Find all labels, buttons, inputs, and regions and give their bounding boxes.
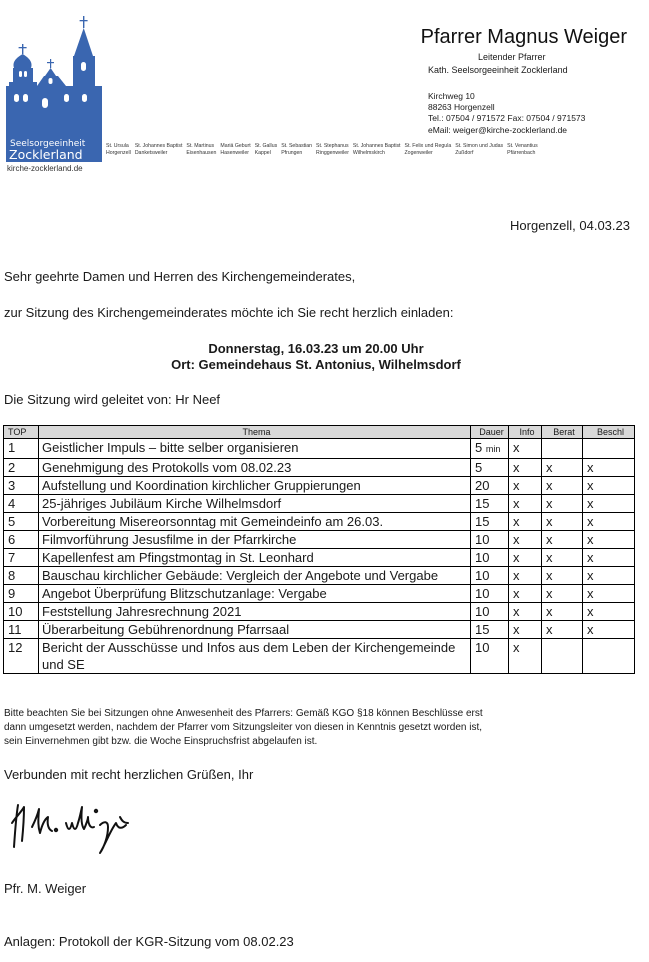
col-berat: Berat	[542, 426, 583, 439]
agenda-beschl-mark: x	[583, 603, 635, 621]
agenda-duration: 10	[471, 549, 509, 567]
parish-item: St. Gallus Kappel	[254, 143, 278, 156]
agenda-row	[4, 531, 635, 549]
agenda-topic: Vorbereitung Misereorsonntag mit Gemeindeinfo am 26.03.	[39, 513, 471, 531]
agenda-berat-mark: x	[542, 603, 583, 621]
meeting-date: Donnerstag, 16.03.23 um 20.00 Uhr	[208, 341, 424, 356]
agenda-beschl-mark: x	[583, 549, 635, 567]
agenda-duration: 10	[471, 585, 509, 603]
agenda-info-mark: x	[509, 549, 542, 567]
pastor-unit: Kath. Seelsorgeeinheit Zocklerland	[428, 65, 568, 75]
agenda-header-row	[4, 426, 635, 439]
parish-list	[106, 143, 626, 156]
col-beschl: Beschl	[583, 426, 635, 439]
agenda-duration: 15	[471, 621, 509, 639]
agenda-berat-mark: x	[542, 513, 583, 531]
parish-item: St. Ursula Horgenzell	[106, 143, 131, 156]
agenda-berat-mark: x	[542, 567, 583, 585]
invitation-text: zur Sitzung des Kirchengemeinderates möchte ich Sie recht herzlich einladen:	[4, 305, 454, 320]
agenda-row	[4, 495, 635, 513]
agenda-top-number: 10	[4, 603, 39, 621]
agenda-topic: Geistlicher Impuls – bitte selber organisieren	[39, 439, 471, 459]
agenda-topic: Genehmigung des Protokolls vom 08.02.23	[39, 459, 471, 477]
agenda-beschl-mark: x	[583, 495, 635, 513]
parish-item: St. Stephanus Ringgenweiler	[316, 143, 349, 156]
agenda-beschl-mark	[583, 639, 635, 674]
agenda-top-number: 3	[4, 477, 39, 495]
agenda-duration: 10	[471, 639, 509, 674]
agenda-topic: Bauschau kirchlicher Gebäude: Vergleich der Angebote und Vergabe	[39, 567, 471, 585]
agenda-beschl-mark: x	[583, 585, 635, 603]
agenda-berat-mark: x	[542, 621, 583, 639]
agenda-topic: Angebot Überprüfung Blitzschutzanlage: Vergabe	[39, 585, 471, 603]
agenda-info-mark: x	[509, 585, 542, 603]
agenda-row	[4, 585, 635, 603]
meeting-chair: Die Sitzung wird geleitet von: Hr Neef	[4, 392, 221, 407]
agenda-duration: 10	[471, 603, 509, 621]
logo-url[interactable]: kirche-zocklerland.de	[7, 164, 83, 173]
notice-line: sein Einvernehmen gibt bzw. die Woche Einspruchsfrist abgelaufen ist.	[4, 736, 318, 747]
agenda-row	[4, 459, 635, 477]
agenda-info-mark: x	[509, 439, 542, 459]
agenda-beschl-mark: x	[583, 531, 635, 549]
agenda-row	[4, 621, 635, 639]
parish-item: Mariä Geburt Hasenweiler	[220, 143, 251, 156]
agenda-beschl-mark: x	[583, 567, 635, 585]
parish-item: St. Martinus Eisenhausen	[186, 143, 217, 156]
agenda-beschl-mark	[583, 439, 635, 459]
address-street: Kirchweg 10	[428, 91, 475, 101]
col-dauer: Dauer	[471, 426, 509, 439]
meeting-place: Ort: Gemeindehaus St. Antonius, Wilhelmsdorf	[171, 357, 461, 372]
agenda-beschl-mark: x	[583, 477, 635, 495]
agenda-table	[3, 425, 635, 674]
parish-item: St. Johannes Baptist Wilhelmskirch	[352, 143, 401, 156]
agenda-info-mark: x	[509, 459, 542, 477]
signer-name: Pfr. M. Weiger	[4, 881, 87, 896]
agenda-info-mark: x	[509, 513, 542, 531]
agenda-berat-mark: x	[542, 585, 583, 603]
agenda-berat-mark: x	[542, 495, 583, 513]
notice-line: Bitte beachten Sie bei Sitzungen ohne Anwesenheit des Pfarrers: Gemäß KGO §18 können Beschlüsse erst	[4, 708, 483, 719]
col-thema: Thema	[39, 426, 471, 439]
agenda-berat-mark: x	[542, 459, 583, 477]
col-top: TOP	[4, 426, 39, 439]
agenda-topic: Feststellung Jahresrechnung 2021	[39, 603, 471, 621]
agenda-duration: 5 min	[471, 439, 509, 459]
col-info: Info	[509, 426, 542, 439]
agenda-info-mark: x	[509, 639, 542, 674]
agenda-top-number: 4	[4, 495, 39, 513]
agenda-info-mark: x	[509, 495, 542, 513]
agenda-row	[4, 549, 635, 567]
agenda-top-number: 5	[4, 513, 39, 531]
agenda-row	[4, 513, 635, 531]
agenda-row	[4, 639, 635, 674]
agenda-top-number: 2	[4, 459, 39, 477]
agenda-info-mark: x	[509, 477, 542, 495]
agenda-info-mark: x	[509, 621, 542, 639]
agenda-topic: Überarbeitung Gebührenordnung Pfarrsaal	[39, 621, 471, 639]
agenda-row	[4, 477, 635, 495]
agenda-duration: 10	[471, 567, 509, 585]
agenda-top-number: 11	[4, 621, 39, 639]
zocklerland-logo	[4, 14, 104, 162]
agenda-berat-mark	[542, 439, 583, 459]
notice-line: dann umgesetzt werden, nachdem der Pfarrer vom Sitzungsleiter von diesen in Kenntnis gesetzt worden ist,	[4, 722, 483, 733]
agenda-row	[4, 439, 635, 459]
logo-line1: Seelsorgeeinheit	[10, 139, 86, 149]
agenda-berat-mark: x	[542, 549, 583, 567]
agenda-topic: 25-jähriges Jubiläum Kirche Wilhelmsdorf	[39, 495, 471, 513]
agenda-info-mark: x	[509, 603, 542, 621]
pastor-address	[428, 91, 585, 136]
agenda-duration: 15	[471, 513, 509, 531]
letter-date: Horgenzell, 04.03.23	[510, 218, 630, 233]
agenda-top-number: 7	[4, 549, 39, 567]
salutation: Sehr geehrte Damen und Herren des Kirchengemeinderates,	[4, 269, 356, 284]
parish-item: St. Felix und Regula Zogenweiler	[404, 143, 452, 156]
agenda-berat-mark: x	[542, 531, 583, 549]
agenda-beschl-mark: x	[583, 621, 635, 639]
address-city: 88263 Horgenzell	[428, 102, 495, 113]
parish-item: St. Sebastian Pfrungen	[281, 143, 313, 156]
agenda-beschl-mark: x	[583, 459, 635, 477]
attachments: Anlagen: Protokoll der KGR-Sitzung vom 08.02.23	[4, 934, 294, 949]
notice-text	[4, 707, 644, 749]
agenda-info-mark: x	[509, 531, 542, 549]
agenda-duration: 20	[471, 477, 509, 495]
agenda-row	[4, 567, 635, 585]
agenda-duration: 15	[471, 495, 509, 513]
address-email[interactable]: eMail: weiger@kirche-zocklerland.de	[428, 124, 568, 135]
address-phone: Tel.: 07504 / 971572 Fax: 07504 / 971573	[428, 113, 586, 124]
agenda-berat-mark: x	[542, 477, 583, 495]
duration-unit: min	[485, 444, 501, 454]
agenda-info-mark: x	[509, 567, 542, 585]
parish-item: St. Johannes Baptist Danketsweiler	[134, 143, 183, 156]
agenda-berat-mark	[542, 639, 583, 674]
agenda-duration: 5	[471, 459, 509, 477]
agenda-topic: Aufstellung und Koordination kirchlicher Gruppierungen	[39, 477, 471, 495]
agenda-top-number: 6	[4, 531, 39, 549]
pastor-name: Pfarrer Magnus Weiger	[420, 26, 627, 48]
signature	[10, 797, 145, 857]
agenda-topic: Kapellenfest am Pfingstmontag in St. Leonhard	[39, 549, 471, 567]
agenda-top-number: 1	[4, 439, 39, 459]
parish-item: St. Venantius Pfärrenbach	[507, 143, 538, 156]
agenda-top-number: 8	[4, 567, 39, 585]
logo-line2: Zocklerland	[9, 147, 83, 162]
pastor-role: Leitender Pfarrer	[478, 52, 546, 62]
agenda-topic: Filmvorführung Jesusfilme in der Pfarrkirche	[39, 531, 471, 549]
agenda-topic: Bericht der Ausschüsse und Infos aus dem Leben der Kirchengemeinde und SE	[39, 639, 471, 674]
agenda-duration: 10	[471, 531, 509, 549]
parish-item: St. Simon und Judas Zußdorf	[455, 143, 504, 156]
agenda-top-number: 12	[4, 639, 39, 674]
agenda-top-number: 9	[4, 585, 39, 603]
agenda-beschl-mark: x	[583, 513, 635, 531]
closing: Verbunden mit recht herzlichen Grüßen, Ihr	[4, 767, 254, 782]
agenda-row	[4, 603, 635, 621]
